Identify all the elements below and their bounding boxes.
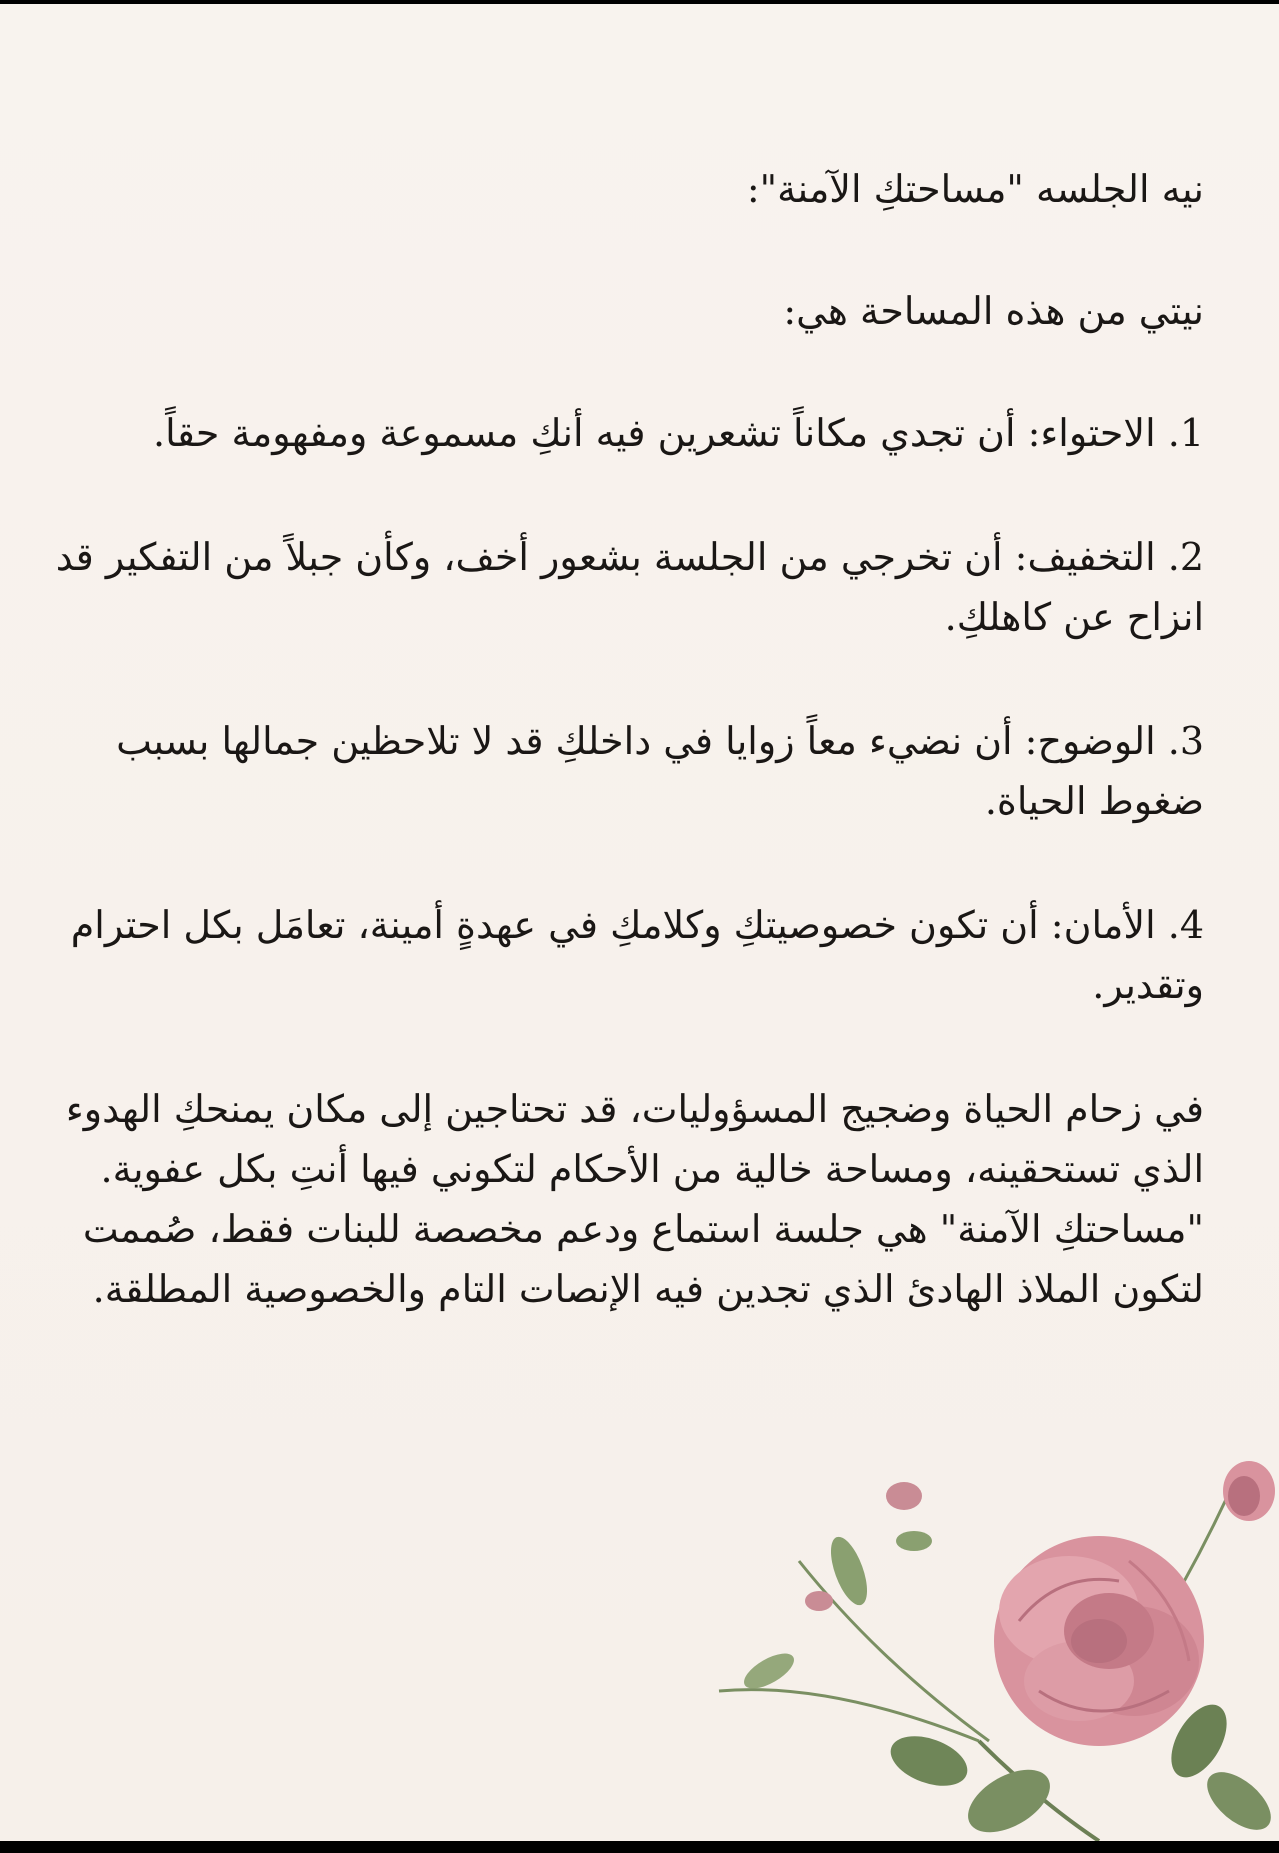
document-body xyxy=(54,159,1204,1319)
closing-paragraph: في زحام الحياة وضجيج المسؤوليات، قد تحتاجين إلى مكان يمنحكِ الهدوء الذي تستحقينه، ومساحة خالية من الأحكام لتكوني فيها أنتِ بكل عفوية. "مساحتكِ الآمنة" هي جلسة استماع ودعم مخصصة للبنات فقط، صُممت لتكون الملاذ الهادئ الذي تجدين فيه الإنصات التام والخصوصية المطلقة. xyxy=(65,1087,1204,1311)
rose-icon xyxy=(679,1441,1279,1841)
document-page xyxy=(0,4,1279,1841)
intent-item-2: 2. التخفيف: أن تخرجي من الجلسة بشعور أخف، وكأن جبلاً من التفكير قد انزاح عن كاهلكِ. xyxy=(55,535,1204,639)
intent-intro: نيتي من هذه المساحة هي: xyxy=(783,289,1204,333)
document-title: نيه الجلسه "مساحتكِ الآمنة": xyxy=(746,167,1204,211)
intent-item-3: 3. الوضوح: أن نضيء معاً زوايا في داخلكِ قد لا تلاحظين جمالها بسبب ضغوط الحياة. xyxy=(116,719,1204,823)
intent-item-1: 1. الاحتواء: أن تجدي مكاناً تشعرين فيه أنكِ مسموعة ومفهومة حقاً. xyxy=(153,411,1204,455)
intent-item-4: 4. الأمان: أن تكون خصوصيتكِ وكلامكِ في عهدةٍ أمينة، تعامَل بكل احترام وتقدير. xyxy=(70,903,1204,1007)
bottom-bar xyxy=(0,1841,1279,1853)
